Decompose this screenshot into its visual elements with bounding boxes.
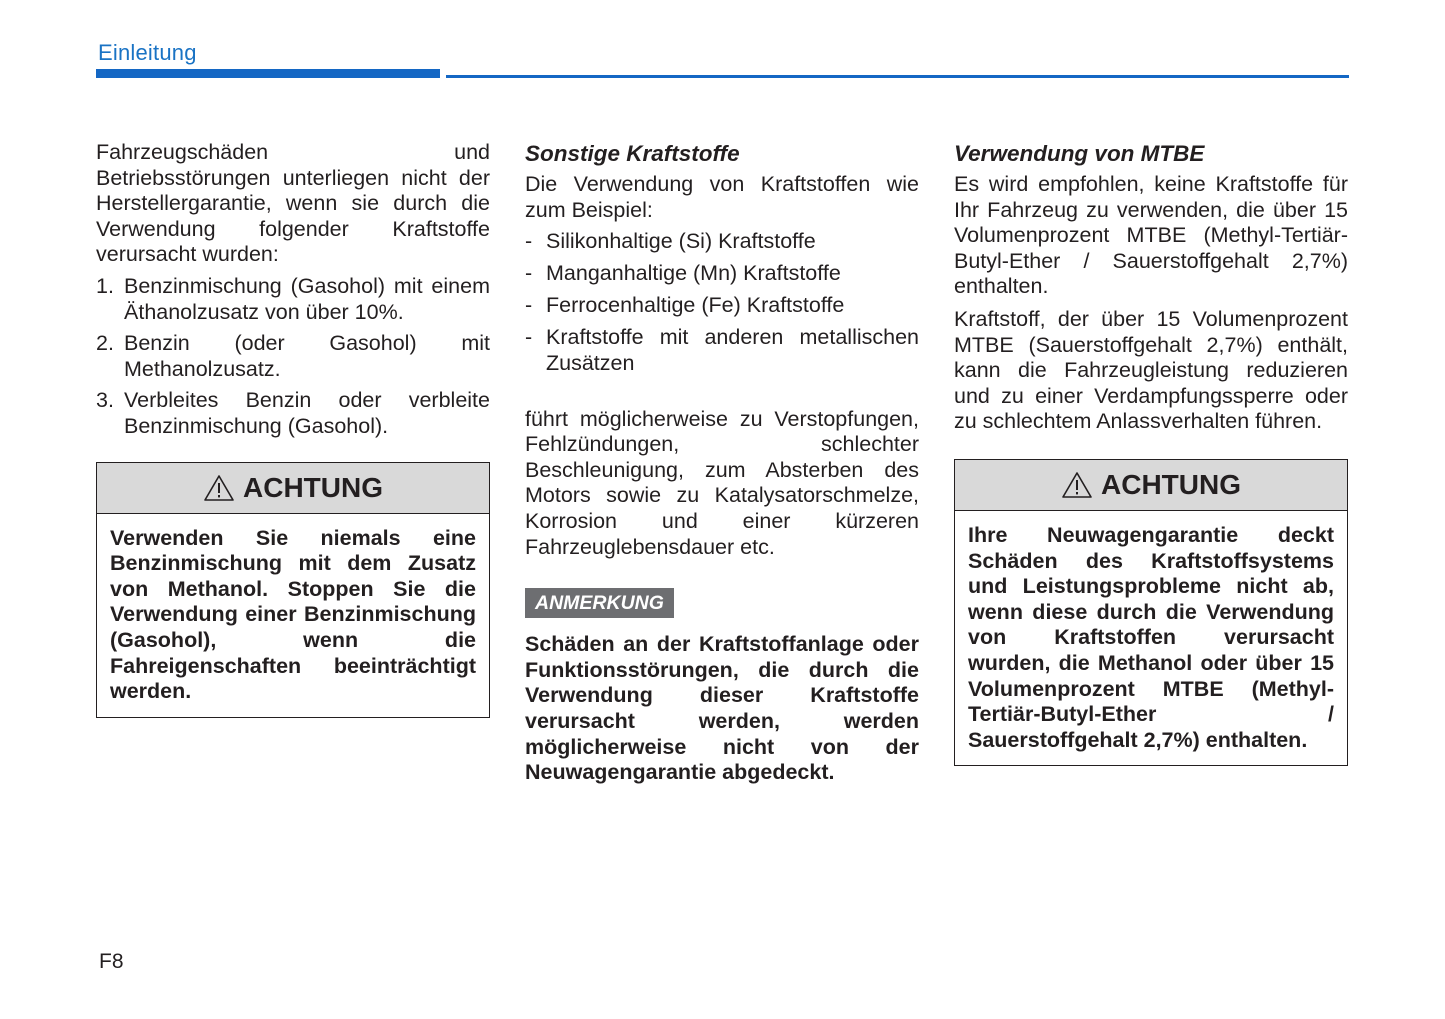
list-item: - Ferrocenhaltige (Fe) Kraftstoffe	[525, 293, 919, 319]
note-label-wrap	[525, 588, 919, 618]
list-text: Manganhaltige (Mn) Kraftstoffe	[546, 261, 841, 286]
list-item	[96, 274, 490, 325]
dash-list	[525, 229, 919, 376]
section-title: Einleitung	[98, 40, 197, 65]
caution-title: ACHTUNG	[1101, 469, 1241, 501]
paragraph: Kraftstoff, der über 15 Volumenprozent MTBE (Sauerstoffgehalt 2,7%) enthält, kann die Fahrzeugleistung reduzieren und zu einer Verdampfungssperre oder zu schlechtem Anlassverhalten führen.	[954, 306, 1348, 434]
caution-header	[955, 460, 1347, 511]
list-text: Kraftstoffe mit anderen metallischen Zusätzen	[546, 325, 919, 376]
note-label: ANMERKUNG	[525, 588, 674, 618]
paragraph: Es wird empfohlen, keine Kraftstoffe für Ihr Fahrzeug zu verwenden, die über 15 Volumenprozent MTBE (Methyl-Tertiär-Butyl-Ether / Sauerstoffgehalt 2,7%) enthalten.	[954, 172, 1348, 299]
caution-title: ACHTUNG	[243, 471, 383, 503]
list-number: 3.	[96, 388, 114, 413]
note-text: Schäden an der Kraftstoffanlage oder Funktionsstörungen, die durch die Verwendung dieser Kraftstoffe verursacht werden, werden möglicherweise nicht von der Neuwagengarantie abgedeckt.	[525, 632, 919, 785]
caution-body	[955, 511, 1347, 765]
caution-body	[97, 514, 489, 717]
list-item: - Silikonhaltige (Si) Kraftstoffe	[525, 229, 919, 255]
caution-text: Verwenden Sie niemals eine Benzinmischung mit dem Zusatz von Methanol. Stoppen Sie die Verwendung einer Benzinmischung (Gasohol), wenn die Fahreigenschaften beeinträchtigt werden.	[110, 525, 476, 704]
warning-triangle-icon	[1061, 471, 1093, 499]
page-number: F8	[99, 950, 124, 973]
intro-paragraph: Fahrzeugschäden und Betriebsstörungen unterliegen nicht der Herstellergarantie, wenn sie durch die Verwendung folgender Kraftstoffe verursacht wurden:	[96, 140, 490, 267]
column-right	[954, 140, 1348, 766]
warning-triangle-icon	[203, 474, 235, 502]
caution-box	[96, 462, 490, 718]
caution-header	[97, 463, 489, 514]
list-text: Benzin (oder Gasohol) mit Methanolzusatz.	[124, 331, 490, 381]
list-item: - Manganhaltige (Mn) Kraftstoffe	[525, 261, 919, 287]
list-text: Silikonhaltige (Si) Kraftstoffe	[546, 229, 816, 254]
list-number: 1.	[96, 273, 114, 298]
list-text: Ferrocenhaltige (Fe) Kraftstoffe	[546, 293, 845, 318]
column-middle	[525, 140, 919, 786]
section-heading: Sonstige Kraftstoffe	[525, 141, 740, 166]
list-text: Benzinmischung (Gasohol) mit einem Äthanolzusatz von über 10%.	[124, 273, 490, 324]
caution-text: Ihre Neuwagengarantie deckt Schäden des Kraftstoffsystems und Leistungsprobleme nicht ab, wenn diese durch die Verwendung von Kraftstoffen verursacht wurden, die Methanol oder über 15 Volumenprozent MTBE (Methyl-Tertiär-Butyl-Ether / Sauerstoffgehalt 2,7%) enthalten.	[968, 522, 1334, 752]
intro-paragraph: Die Verwendung von Kraftstoffen wie zum Beispiel:	[525, 172, 919, 222]
header-rule-thick	[96, 69, 440, 78]
consequence-paragraph: führt möglicherweise zu Verstopfungen, Fehlzündungen, schlechter Beschleunigung, zum Absterben des Motors sowie zu Katalysatorschmelze, Korrosion und einer kürzeren Fahrzeuglebensdauer etc.	[525, 406, 919, 559]
list-text: Verbleites Benzin oder verbleite Benzinmischung (Gasohol).	[124, 388, 490, 438]
list-item: - Kraftstoffe mit anderen metallischen Zusätzen	[525, 325, 919, 376]
header-rule-thin	[446, 75, 1349, 78]
column-left	[96, 140, 490, 718]
list-number: 2.	[96, 331, 114, 356]
section-heading: Verwendung von MTBE	[954, 141, 1205, 166]
list-item	[96, 331, 490, 382]
caution-box	[954, 459, 1348, 766]
list-item	[96, 388, 490, 439]
numbered-list	[96, 274, 490, 440]
